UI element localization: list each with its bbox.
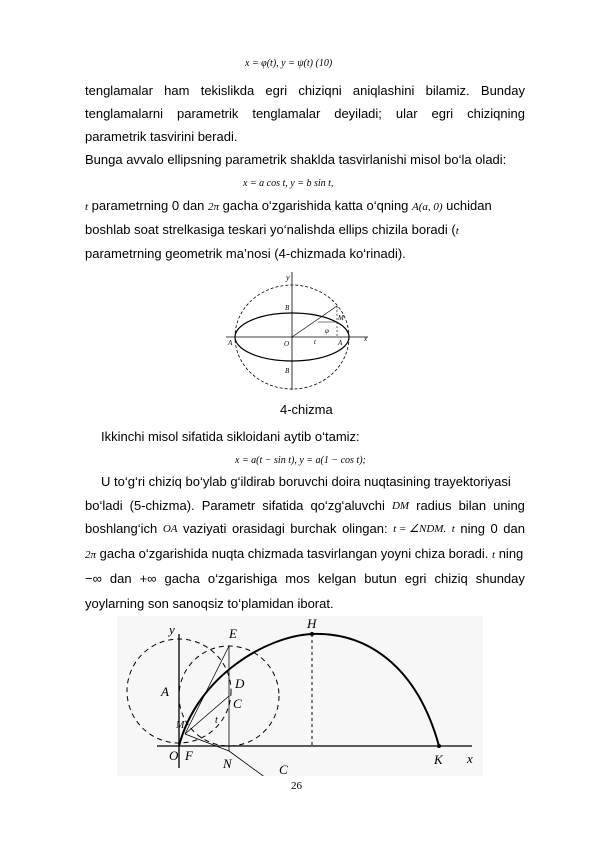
label-k: K [434,752,443,767]
paragraph-5-line-1: U to‘g‘ri chiziq bo‘ylab g‘ildirab boruvchi doira nuqtasining trayektoriyasi [101,474,511,489]
math-t-angle: t = ∠NDM. [393,523,447,535]
word: qo‘zg‘aluvchi [310,498,385,513]
word: butun [364,571,397,586]
word: egri [404,571,427,586]
formula-ellipse: x = a cos t, y = b sin t, [243,178,334,189]
paragraph-2-line-1: Bunga avvalo ellipsning parametrik shaklda tasvirlanishi misol bo‘la oladi: [85,152,507,167]
t-symbol: t [492,549,496,561]
text: parametrning 0 dan [88,198,209,213]
label-a: A [161,684,169,699]
radius-line [292,306,337,337]
figure-4-caption: 4-chizma [280,402,333,417]
ellipse-figure [222,270,372,392]
paragraph-5-line-6: yoylarning son sanoqsiz to‘plamidan iborat. [85,596,334,611]
word: parametrik [176,106,239,121]
word: radius [416,498,452,513]
paragraph-5-line-5 [85,571,525,587]
paragraph-1-line-3: parametrik tasvirini beradi. [85,129,238,144]
label-n: N [223,756,232,771]
word: ning [460,521,485,536]
text: gacha o‘zgarishida katta o‘qning [219,198,413,213]
word: olingan: [342,521,388,536]
word: deyiladi; [334,106,382,121]
point-h [310,632,314,636]
label-b-top: B [285,304,290,312]
word: uning [493,498,525,513]
word: burchak [290,521,337,536]
word: tenglamalar [252,106,321,121]
text: boshlab soat strelkasiga teskari yo‘nalishda ellips chizila boradi ( [85,222,456,237]
point-a: A(a, 0) [412,201,443,213]
math-oa: OA [162,523,178,535]
two-pi-symbol: 2π [85,549,97,561]
label-m: M [338,314,344,322]
label-b-bottom: B [285,367,290,375]
word: kelgan [317,571,357,586]
paragraph-3-line-3: parametrning geometrik ma’nosi (4-chizmada ko‘rinadi). [85,246,406,261]
word: aniqlashini [352,83,415,98]
label-t: t [314,338,316,346]
paragraph-5-line-4 [85,546,525,563]
label-a-right: A [338,339,343,347]
minus-infinity: −∞ [85,571,102,586]
label-x: x [467,751,473,766]
word: chiziqning [467,106,525,121]
text: uchidan [442,198,492,213]
formula-parametric-general: x = φ(t), y = ψ(t) (10) [245,58,333,69]
label-e: E [229,626,237,641]
label-o: O [169,748,179,763]
point-k [437,744,441,748]
word: bo‘ladi [85,498,123,513]
label-t: t [215,715,218,726]
math-dm: DM [391,500,410,512]
word: (5-chizma). [129,498,195,513]
paragraph-4-line-1: Ikkinchi misol sifatida sikloidani aytib o‘tamiz: [101,429,360,444]
word: gacha [164,571,200,586]
word: Bunday [480,83,525,98]
paragraph-5-line-3 [85,521,525,537]
word: chiziq [434,571,468,586]
label-x: x [364,335,368,343]
label-phi: φ [325,327,329,335]
label-c-upper: C [233,696,242,711]
label-h: H [307,616,317,631]
t-symbol: t [455,225,459,237]
page-number: 26 [291,780,302,792]
word: sifatida [262,498,304,513]
label-y: y [286,273,290,282]
word: egri [265,83,288,98]
word: tenglamalar [85,83,153,98]
paragraph-3-line-2 [85,222,525,239]
label-a-left: A [228,339,233,347]
paragraph-1-line-1 [85,83,525,99]
word: bilan [458,498,487,513]
cycloid-figure [117,616,483,776]
word: shunday [475,571,525,586]
word: ular [395,106,418,121]
formula-cycloid: x = a(t − sin t), y = a(1 − cos t); [235,455,366,466]
label-o: O [284,340,290,348]
word: tekislikda [200,83,255,98]
t-symbol: t [85,201,89,213]
text: gacha o‘zgarishida nuqta chizmada tasvirlangan yoyni chiza boradi. [96,546,493,561]
paragraph-1-line-2 [85,106,525,122]
word: chiziqni [298,83,342,98]
word: orasidagi [231,521,285,536]
plus-infinity: +∞ [139,571,157,586]
word: boshlang‘ich [85,521,158,536]
label-d: D [235,676,245,691]
label-m: M [176,720,185,731]
label-f: F [185,748,193,763]
paragraph-5-line-2 [85,498,525,514]
text: ning [495,546,524,561]
word: bilamiz. [425,83,470,98]
word: mos [285,571,310,586]
math-t: t [451,523,455,535]
word: egri [431,106,454,121]
label-c-lower: C [279,762,288,776]
word: Parametr [201,498,256,513]
word: vaziyati [183,521,227,536]
word: ham [164,83,190,98]
word: o‘zgarishiga [207,571,278,586]
word: dan [109,571,132,586]
two-pi-symbol: 2π [208,201,220,213]
label-y: y [169,622,175,637]
word: 0 [490,521,498,536]
word: dan [503,521,525,536]
word: tenglamalarni [85,106,164,121]
paragraph-3-line-1 [85,198,525,215]
